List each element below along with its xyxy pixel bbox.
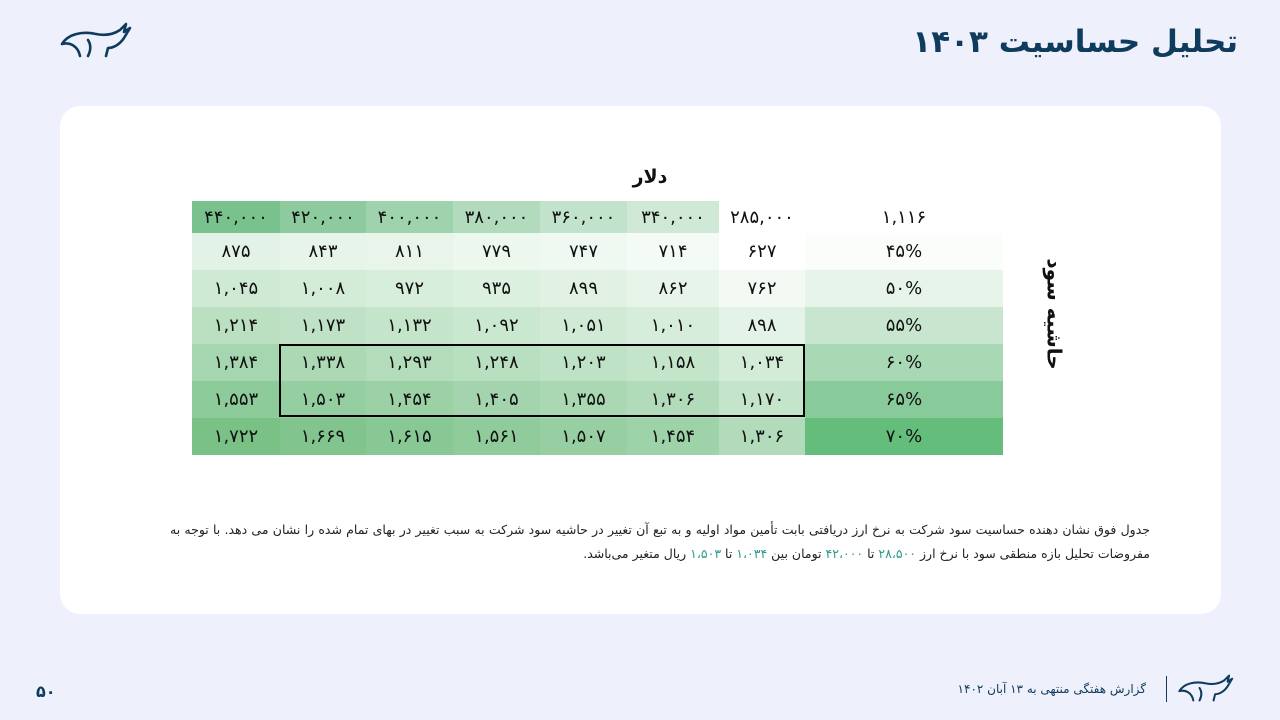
- table-cell: ۱,۳۰۶: [627, 381, 719, 418]
- table-cell: ۸۱۱: [366, 233, 453, 270]
- rate-low: ۲۸،۵۰۰: [878, 546, 917, 561]
- table-cell: ۱,۰۰۸: [280, 270, 366, 307]
- table-cell: ۱,۳۰۶: [719, 418, 805, 455]
- table-cell: ۱,۰۹۲: [453, 307, 540, 344]
- table-cell: ۸۷۵: [192, 233, 280, 270]
- between-word: تومان بین: [771, 546, 822, 561]
- table-cell: ۹۷۲: [366, 270, 453, 307]
- row-axis-label: حاشیه سود: [1043, 258, 1068, 370]
- table-cell: ۱,۱۷۰: [719, 381, 805, 418]
- row-axis-label-wrap: [1005, 244, 1105, 384]
- table-cell: ۸۶۲: [627, 270, 719, 307]
- table-cell: ۱,۲۱۴: [192, 307, 280, 344]
- table-cell: ۱,۱۵۸: [627, 344, 719, 381]
- column-header-cell: ۲۸۵,۰۰۰: [719, 201, 805, 233]
- row-label-cell: ۵۰%: [805, 270, 1003, 307]
- row-label-cell: ۷۰%: [805, 418, 1003, 455]
- description-text: [170, 518, 1150, 566]
- table-cell: ۸۹۸: [719, 307, 805, 344]
- table-cell: ۱,۵۰۷: [540, 418, 627, 455]
- table-cell: ۶۲۷: [719, 233, 805, 270]
- page-title: تحلیل حساسیت ۱۴۰۳: [912, 24, 1238, 60]
- corner-cell: ۱,۱۱۶: [805, 201, 1003, 233]
- table-cell: ۱,۱۳۲: [366, 307, 453, 344]
- table-row: [192, 270, 1003, 307]
- bull-logo-icon: [58, 22, 132, 62]
- table-cell: ۱,۴۵۴: [627, 418, 719, 455]
- sensitivity-table: [192, 201, 1003, 455]
- table-cell: ۱,۷۲۲: [192, 418, 280, 455]
- table-row: [192, 307, 1003, 344]
- to-word-2: تا: [725, 546, 733, 561]
- table-cell: ۷۷۹: [453, 233, 540, 270]
- table-cell: ۱,۰۱۰: [627, 307, 719, 344]
- profit-high: ۱،۵۰۳: [690, 546, 722, 561]
- table-cell: ۱,۲۰۳: [540, 344, 627, 381]
- to-word-1: تا: [867, 546, 875, 561]
- table-cell: ۱,۴۵۴: [366, 381, 453, 418]
- table-cell: ۱,۳۳۸: [280, 344, 366, 381]
- column-header-cell: ۴۰۰,۰۰۰: [366, 201, 453, 233]
- table-cell: ۷۱۴: [627, 233, 719, 270]
- table-row: [192, 418, 1003, 455]
- column-header-cell: ۳۶۰,۰۰۰: [540, 201, 627, 233]
- table-row: [192, 344, 1003, 381]
- content-card: [60, 106, 1221, 614]
- rate-high: ۴۲،۰۰۰: [825, 546, 864, 561]
- profit-low: ۱،۰۳۴: [736, 546, 768, 561]
- table-cell: ۷۶۲: [719, 270, 805, 307]
- table-cell: ۸۹۹: [540, 270, 627, 307]
- table-row: [192, 233, 1003, 270]
- bull-logo-icon: [1176, 674, 1234, 706]
- table-cell: ۱,۰۴۵: [192, 270, 280, 307]
- column-header-cell: ۳۸۰,۰۰۰: [453, 201, 540, 233]
- table-cell: ۹۳۵: [453, 270, 540, 307]
- table-cell: ۱,۴۰۵: [453, 381, 540, 418]
- table-cell: ۱,۳۵۵: [540, 381, 627, 418]
- table-cell: ۱,۲۹۳: [366, 344, 453, 381]
- footer-divider: [1166, 676, 1167, 702]
- description-line1: جدول فوق نشان دهنده حساسیت سود شرکت به نرخ ارز دریافتی بابت تأمین مواد اولیه و به تبع آن تغییر در حاشیه سود شرکت به سبب تغییر در بهای تمام شده را نشان می دهد. با توجه به: [170, 522, 1150, 537]
- header-row: [192, 201, 1003, 233]
- description-line2-end: ریال متغیر می‌باشد.: [583, 546, 687, 561]
- table-cell: ۱,۱۷۳: [280, 307, 366, 344]
- column-header-cell: ۳۴۰,۰۰۰: [627, 201, 719, 233]
- row-label-cell: ۵۵%: [805, 307, 1003, 344]
- table-cell: ۱,۰۵۱: [540, 307, 627, 344]
- column-axis-label: دلار: [632, 166, 668, 188]
- page-number: ۵۰: [36, 682, 56, 701]
- table-cell: ۱,۵۶۱: [453, 418, 540, 455]
- row-label-cell: ۶۰%: [805, 344, 1003, 381]
- report-title: گزارش هفتگی منتهی به ۱۳ آبان ۱۴۰۲: [957, 682, 1146, 696]
- row-label-cell: ۶۵%: [805, 381, 1003, 418]
- column-header-cell: ۴۲۰,۰۰۰: [280, 201, 366, 233]
- table-cell: ۱,۵۵۳: [192, 381, 280, 418]
- row-label-cell: ۴۵%: [805, 233, 1003, 270]
- table-cell: ۱,۲۴۸: [453, 344, 540, 381]
- table-cell: ۱,۰۳۴: [719, 344, 805, 381]
- table-cell: ۸۴۳: [280, 233, 366, 270]
- table-cell: ۱,۵۰۳: [280, 381, 366, 418]
- table-cell: ۱,۳۸۴: [192, 344, 280, 381]
- description-line2-start: مفروضات تحلیل بازه منطقی سود با نرخ ارز: [920, 546, 1150, 561]
- table-cell: ۷۴۷: [540, 233, 627, 270]
- table-cell: ۱,۶۶۹: [280, 418, 366, 455]
- table-cell: ۱,۶۱۵: [366, 418, 453, 455]
- table-row: [192, 381, 1003, 418]
- column-header-cell: ۴۴۰,۰۰۰: [192, 201, 280, 233]
